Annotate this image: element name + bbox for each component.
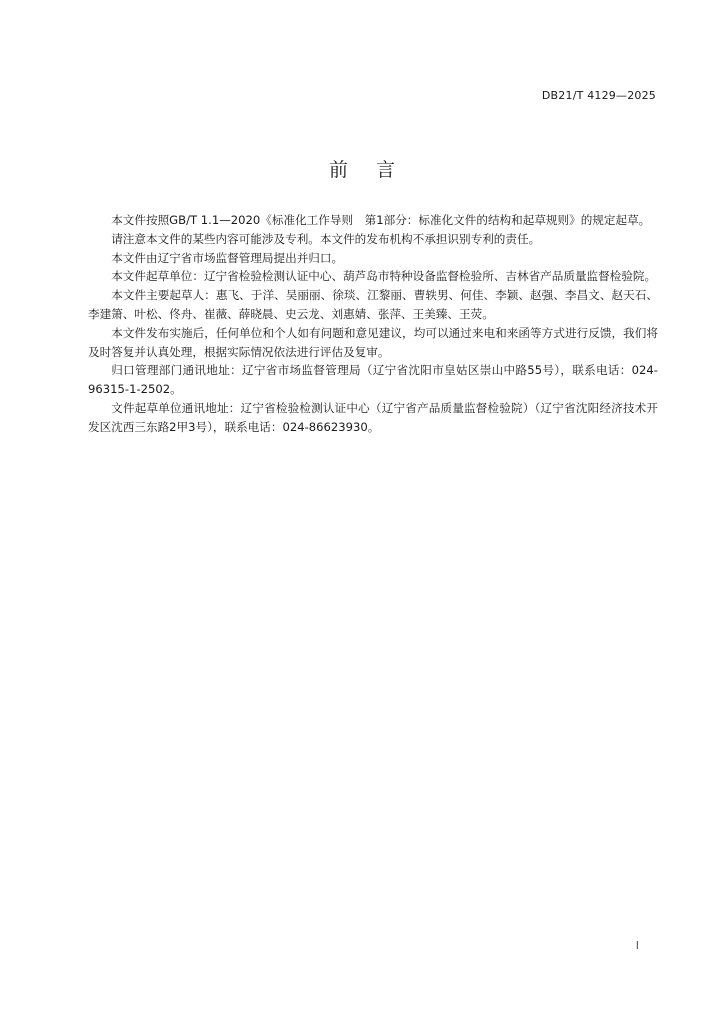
foreword-body [88, 211, 658, 437]
page-title [0, 155, 724, 182]
paragraph-proposer: 本文件由辽宁省市场监督管理局提出并归口。 [111, 250, 344, 265]
paragraph-patent-notice: 请注意本文件的某些内容可能涉及专利。本文件的发布机构不承担识别专利的责任。 [111, 231, 541, 246]
title-char-2: 言 [376, 159, 396, 181]
paragraph-drafter-address: 文件起草单位通讯地址：辽宁省检验检测认证中心（辽宁省产品质量监督检验院）（辽宁省沈阳经济技术开发区沈西三东路2甲3号），联系电话：024-86623930。 [88, 400, 658, 434]
paragraph-drafters: 本文件主要起草人：惠飞、于洋、吴丽丽、徐琰、江黎丽、曹轶男、何佳、李颖、赵强、李昌文、赵天石、李建箫、叶松、佟舟、崔薇、薛晓晨、史云龙、刘惠婧、张萍、王美臻、王荧。 [88, 288, 658, 321]
paragraph-drafting-rules: 本文件按照GB/T 1.1—2020《标准化工作导则 第1部分：标准化文件的结构和起草规则》的规定起草。 [111, 213, 651, 227]
standard-code: DB21/T 4129—2025 [541, 89, 656, 102]
page-number: I [635, 939, 639, 952]
paragraph-authority-address: 归口管理部门通讯地址：辽宁省市场监督管理局（辽宁省沈阳市皇姑区崇山中路55号），联系电话：024-96315-1-2502。 [88, 363, 658, 397]
paragraph-drafting-units: 本文件起草单位：辽宁省检验检测认证中心、葫芦岛市特种设备监督检验所、吉林省产品质量监督检验院。 [111, 269, 657, 284]
title-char-1: 前 [328, 159, 348, 181]
paragraph-feedback: 本文件发布实施后，任何单位和个人如有问题和意见建议，均可以通过来电和来函等方式进行反馈，我们将及时答复并认真处理，根据实际情况依法进行评估及复审。 [88, 325, 658, 359]
